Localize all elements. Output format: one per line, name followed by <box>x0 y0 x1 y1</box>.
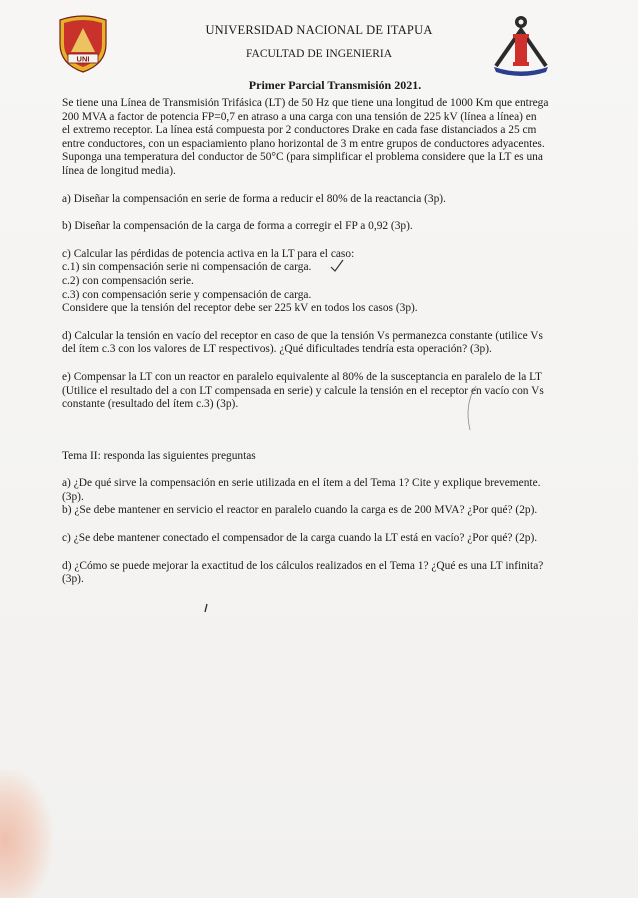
exam-title: Primer Parcial Transmisión 2021. <box>248 78 422 92</box>
tema1-intro-line: entre conductores, con un espaciamiento plano horizontal de 3 m entre grupos de conductores adyacentes. <box>62 137 545 150</box>
handwritten-check-icon <box>329 259 345 273</box>
university-name: UNIVERSIDAD NACIONAL DE ITAPUA <box>205 23 433 37</box>
tema1-intro-line: 200 MVA a factor de potencia FP=0,7 en atraso a una carga con una tensión de 225 kV (línea a línea) en <box>62 110 537 123</box>
svg-text:UNI: UNI <box>76 54 90 64</box>
question-2a-line: a) ¿De qué sirve la compensación en serie utilizada en el ítem a del Tema 1? Cite y explique brevemente. <box>62 477 541 490</box>
question-1b: b) Diseñar la compensación de la carga de forma a corregir el FP a 0,92 (3p). <box>62 220 413 233</box>
question-1c2-line: c.2) con compensación serie. <box>62 274 194 287</box>
question-2d-line: d) ¿Cómo se puede mejorar la exactitud de los cálculos realizados en el Tema 1? ¿Qué es una LT infinita? <box>62 559 544 572</box>
question-2b: b) ¿Se debe mantener en servicio el reactor en paralelo cuando la carga es de 200 MVA? ¿Por qué? (2p). <box>62 504 538 517</box>
faculty-engineering-logo <box>486 10 556 78</box>
tema1-intro-line: Se tiene una Línea de Transmisión Trifásica (LT) de 50 Hz que tiene una longitud de 1000 Km que entrega <box>62 97 549 109</box>
question-2a-line: (3p). <box>62 490 84 503</box>
document-header <box>0 0 638 100</box>
tema1-intro-line: Suponga una temperatura del conductor de 50°C (para simplificar el problema considere que la LT es una <box>62 151 543 164</box>
question-2d-line: (3p). <box>62 573 84 586</box>
exam-body <box>62 97 562 587</box>
question-1a: a) Diseñar la compensación en serie de forma a reducir el 80% de la reactancia (3p). <box>62 192 446 205</box>
pen-mark-icon <box>462 384 482 432</box>
question-1c-line: c) Calcular las pérdidas de potencia activa en la LT para el caso: <box>62 247 355 260</box>
tema1-intro-line: línea de longitud media). <box>62 164 176 177</box>
pen-dot-icon <box>202 603 210 613</box>
faculty-name: FACULTAD DE INGENIERIA <box>245 48 392 60</box>
question-1c1-line: c.1) sin compensación serie ni compensación de carga. <box>62 261 312 274</box>
question-1e-line: e) Compensar la LT con un reactor en paralelo equivalente al 80% de la susceptancia en paralelo de la LT <box>62 370 543 383</box>
paper-stain <box>0 770 52 898</box>
question-1c-note: Considere que la tensión del receptor debe ser 225 kV en todos los casos (3p). <box>62 302 418 315</box>
question-1e-line: (Utilice el resultado del a con LT compensada en serie) y calcule la tensión en el receptor en vacío con Vs <box>62 384 544 397</box>
question-1e-line: constante (resultado del ítem c.3) (3p). <box>62 398 239 411</box>
question-1c3-line: c.3) con compensación serie y compensación de carga. <box>62 288 312 301</box>
question-1d-line: del ítem c.3 con los valores de LT respectivos). ¿Qué dificultades tendría esta operación? (3p). <box>62 343 492 356</box>
tema2-title: Tema II: responda las siguientes preguntas <box>62 449 256 462</box>
question-1d-line: d) Calcular la tensión en vacío del receptor en caso de que la tensión Vs permanezca constante (utilice Vs <box>62 329 543 342</box>
tema1-intro-line: el extremo receptor. La línea está compuesta por 2 conductores Drake en cada fase distanciados a 25 cm <box>62 124 537 137</box>
question-2c: c) ¿Se debe mantener conectado el compensador de la carga cuando la LT está en vacío? ¿Por qué? (2p). <box>62 532 538 545</box>
